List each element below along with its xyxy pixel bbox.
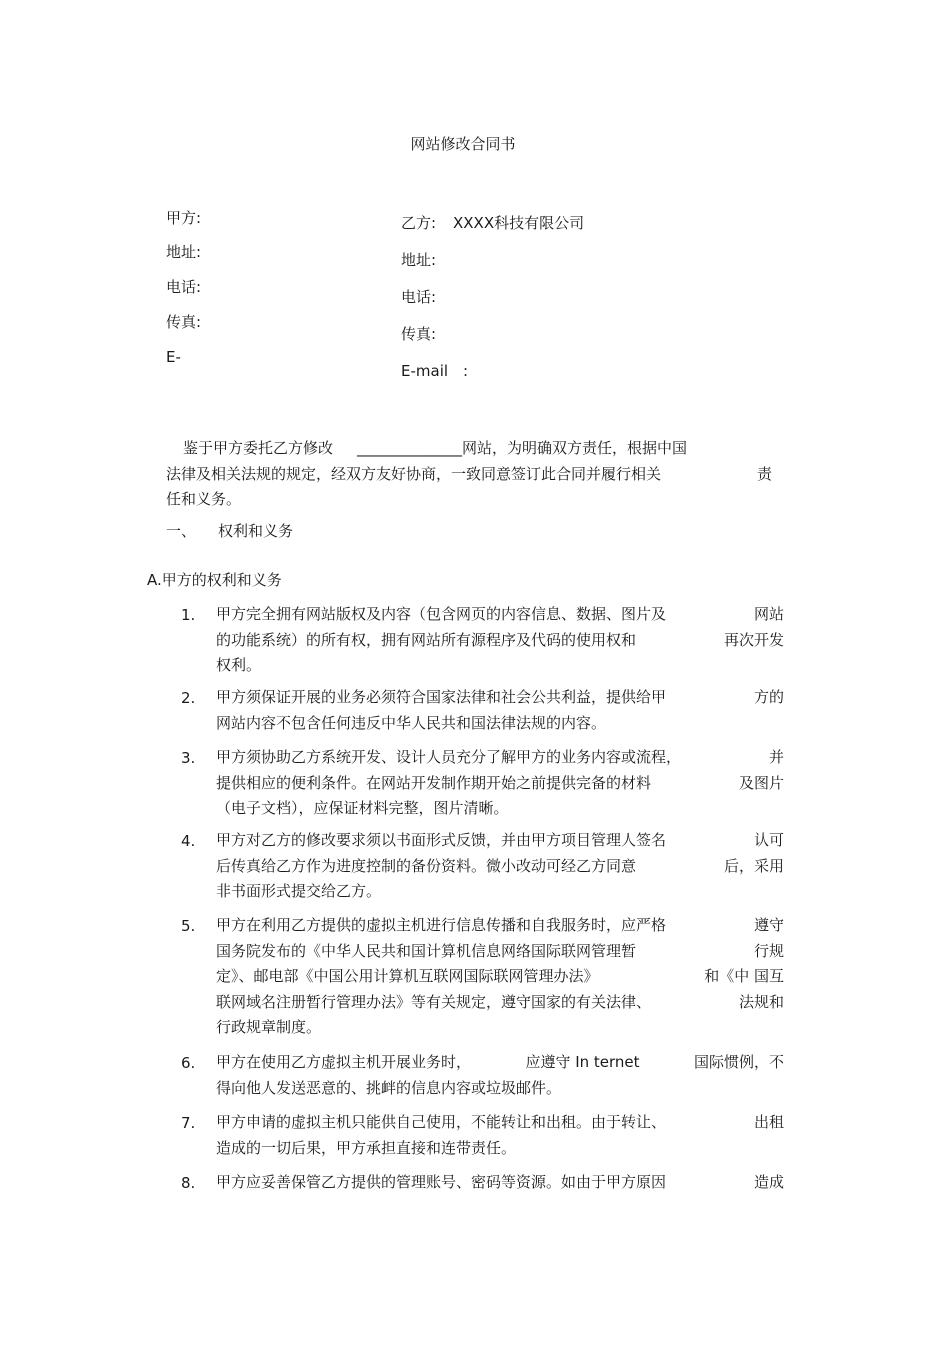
list-item-text: 甲方对乙方的修改要求须以书面形式反馈，并由甲方项目管理人签名 bbox=[216, 831, 667, 849]
list-item-line bbox=[216, 711, 784, 737]
list-item bbox=[216, 685, 784, 736]
list-item-text: 定》、邮电部《中国公用计算机互联网国际联网管理办法》 bbox=[216, 967, 599, 985]
list-item-text: 及图片 bbox=[738, 773, 784, 792]
list-item bbox=[216, 745, 784, 822]
preamble-line-2a: 法律及相关法规的规定，经双方友好协商，一致同意签订此合同并履行相关 bbox=[166, 464, 662, 483]
list-item-text: 后，采用 bbox=[723, 856, 784, 875]
party-b-email-label: E-mail bbox=[401, 362, 449, 380]
list-item-line bbox=[216, 653, 784, 679]
party-a-fax-label: 传真: bbox=[166, 313, 202, 331]
list-item-number: 4. bbox=[181, 832, 196, 850]
preamble-line-3: 任和义务。 bbox=[166, 490, 242, 508]
list-item-line bbox=[216, 964, 784, 990]
list-item bbox=[216, 828, 784, 905]
list-item-text: 造成 bbox=[753, 1173, 784, 1191]
list-item-text: （电子文档），应保证材料完整，图片清晰。 bbox=[216, 799, 509, 817]
party-b-name-label: 乙方: bbox=[401, 214, 437, 232]
list-item-text: 网站内容不包含任何违反中华人民共和国法律法规的内容。 bbox=[216, 713, 607, 732]
list-item-text: 联网域名注册暂行管理办法》等有关规定，遵守国家的有关法律、 bbox=[216, 992, 652, 1011]
list-item-text: 提供相应的便利条件。在网站开发制作期开始之前提供完备的材料 bbox=[216, 773, 652, 792]
list-item-line bbox=[216, 1136, 784, 1162]
list-item-number: 1. bbox=[181, 606, 196, 624]
list-item-line bbox=[216, 828, 784, 854]
preamble-line-1b: ______________网站，为明确双方责任，根据中国 bbox=[357, 439, 688, 457]
party-b-address-label: 地址: bbox=[401, 251, 437, 269]
party-a-email-label: E- bbox=[166, 348, 181, 366]
list-item-text: 再次开发 bbox=[723, 630, 784, 649]
list-item-text: 出租 bbox=[753, 1113, 784, 1131]
party-a-address-label: 地址: bbox=[166, 243, 202, 261]
list-item-number: 2. bbox=[181, 689, 196, 707]
list-item-line bbox=[216, 1170, 784, 1196]
list-item-text: 应遵守 In ternet bbox=[525, 1053, 640, 1071]
list-item-text: 造成的一切后果，甲方承担直接和连带责任。 bbox=[216, 1138, 517, 1157]
list-item-line bbox=[216, 796, 784, 822]
list-item-text: 行政规章制度。 bbox=[216, 1018, 322, 1036]
list-item-line bbox=[216, 1015, 784, 1041]
list-item-number: 6. bbox=[181, 1054, 196, 1072]
list-item-line bbox=[216, 745, 784, 771]
list-item-text: 甲方应妥善保管乙方提供的管理账号、密码等资源。如由于甲方原因 bbox=[216, 1173, 667, 1191]
subsection-a-heading: A.甲方的权利和义务 bbox=[147, 571, 282, 589]
preamble-paragraph bbox=[166, 436, 772, 513]
list-item-line bbox=[216, 1076, 784, 1102]
list-item-text: 甲方完全拥有网站版权及内容（包含网页的内容信息、数据、图片及 bbox=[216, 605, 667, 623]
list-item bbox=[216, 1170, 784, 1196]
list-item-text: 国务院发布的《中华人民共和国计算机信息网络国际联网管理暂 bbox=[216, 941, 637, 960]
list-item-text: 网站 bbox=[753, 605, 784, 623]
list-item-text: 国际惯例，不 bbox=[693, 1053, 784, 1071]
list-item bbox=[216, 1050, 784, 1101]
list-item-number: 5. bbox=[181, 917, 196, 935]
list-item-text: 并 bbox=[768, 748, 784, 766]
party-b-email-colon: : bbox=[463, 362, 469, 380]
party-a-phone-label: 电话: bbox=[166, 278, 202, 296]
list-item-text: 得向他人发送恶意的、挑衅的信息内容或垃圾邮件。 bbox=[216, 1078, 562, 1097]
list-item-line bbox=[216, 685, 784, 711]
list-item-text: 权利。 bbox=[216, 656, 262, 674]
list-item-text: 遵守 bbox=[753, 916, 784, 934]
party-b-name-value: XXXX科技有限公司 bbox=[453, 214, 585, 232]
list-item-text: 认可 bbox=[753, 831, 784, 849]
section-1-title: 权利和义务 bbox=[218, 522, 294, 540]
list-item-number: 3. bbox=[181, 749, 196, 767]
list-item-line bbox=[216, 628, 784, 654]
party-b-phone-label: 电话: bbox=[401, 288, 437, 306]
list-item-line bbox=[216, 1050, 784, 1076]
list-item-text: 和《中 国互 bbox=[704, 967, 784, 985]
list-item bbox=[216, 1110, 784, 1161]
list-item-line bbox=[216, 1110, 784, 1136]
list-item-text: 非书面形式提交给乙方。 bbox=[216, 882, 382, 900]
page-title: 网站修改合同书 bbox=[410, 135, 516, 153]
list-item-line bbox=[216, 939, 784, 965]
list-item-text: 甲方在利用乙方提供的虚拟主机进行信息传播和自我服务时，应严格 bbox=[216, 916, 667, 934]
list-item-line bbox=[216, 913, 784, 939]
list-item-text: 法规和 bbox=[738, 992, 784, 1011]
list-item-text: 的功能系统）的所有权，拥有网站所有源程序及代码的使用权和 bbox=[216, 630, 637, 649]
party-b-fax-label: 传真: bbox=[401, 325, 437, 343]
preamble-line-1a: 鉴于甲方委托乙方修改 bbox=[183, 439, 334, 457]
list-item-text: 后传真给乙方作为进度控制的备份资料。微小改动可经乙方同意 bbox=[216, 856, 637, 875]
list-item-line bbox=[216, 879, 784, 905]
list-item-number: 7. bbox=[181, 1114, 196, 1132]
list-item-text: 甲方申请的虚拟主机只能供自己使用，不能转让和出租。由于转让、 bbox=[216, 1113, 667, 1131]
preamble-line-2b: 责 bbox=[756, 464, 772, 483]
list-item-line bbox=[216, 990, 784, 1016]
list-item-text: 甲方在使用乙方虚拟主机开展业务时， bbox=[216, 1053, 472, 1071]
list-item bbox=[216, 602, 784, 679]
list-item-number: 8. bbox=[181, 1174, 196, 1192]
party-a-name-label: 甲方: bbox=[166, 209, 202, 227]
list-item bbox=[216, 913, 784, 1041]
list-item-text: 行规 bbox=[753, 941, 784, 960]
list-item-line bbox=[216, 854, 784, 880]
list-item-line bbox=[216, 602, 784, 628]
list-item-text: 甲方须协助乙方系统开发、设计人员充分了解甲方的业务内容或流程， bbox=[216, 748, 682, 766]
section-1-number: 一、 bbox=[166, 522, 197, 540]
list-item-text: 方的 bbox=[753, 688, 784, 706]
list-item-text: 甲方须保证开展的业务必须符合国家法律和社会公共利益，提供给甲 bbox=[216, 688, 667, 706]
list-item-line bbox=[216, 771, 784, 797]
